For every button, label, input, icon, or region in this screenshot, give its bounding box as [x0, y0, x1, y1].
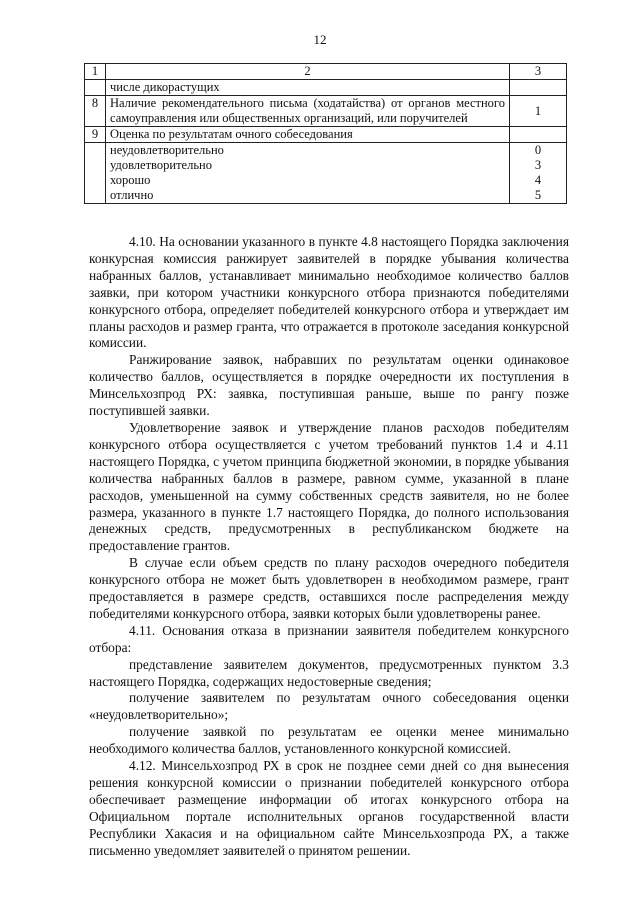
table-cell-num: 9 [85, 127, 106, 143]
header-col-2: 2 [106, 64, 510, 80]
document-body [89, 234, 569, 860]
header-col-3: 3 [510, 64, 567, 80]
table-row-8 [85, 96, 567, 127]
refusal-reason-3: получение заявкой по результатам ее оценки менее минимально необходимого количества баллов, установленного конкурсной комиссией. [89, 724, 569, 757]
score-unsatisfactory: 0 [534, 143, 542, 157]
score-satisfactory: 3 [534, 158, 542, 172]
paragraph-4-12: 4.12. Минсельхозпрод РХ в срок не позднее семи дней со дня вынесения решения конкурсной комиссии о признании победителей конкурсного отбора обеспечивает размещение информации об итогах конкурсного отбора на Официальном портале исполнительных органов государственной власти Республики Хакасия и на официальном сайте Минсельхозпрода РХ, а также письменно уведомляет заявителей о принятом решении. [89, 758, 569, 858]
score-excellent: 5 [534, 188, 542, 202]
table-cell-option-scores [510, 143, 567, 204]
refusal-reason-1: представление заявителем документов, предусмотренных пунктом 3.3 настоящего Порядка, содержащих недостоверные сведения; [89, 656, 569, 689]
refusal-reason-2: получение заявителем по результатам очного собеседования оценки «неудовлетворительно»; [89, 690, 569, 723]
table-row-9 [85, 127, 567, 143]
table-cell-score: 1 [510, 96, 567, 127]
page-number: 12 [313, 32, 327, 47]
table-cell-num [85, 80, 106, 96]
option-excellent: отлично [110, 188, 154, 202]
table-row-continuation [85, 80, 567, 96]
paragraph-satisfaction: Удовлетворение заявок и утверждение планов расходов победителям конкурсного отбора осуществляется с учетом требований пунктов 1.4 и 4.11 настоящего Порядка, с учетом принципа бюджетной экономии, в порядке убывания количества набранных баллов в размере, равном сумме, указанной в плане расходов, уменьшенной на сумму собственных средств заявителя, но не более размера, указанного в пункте 1.7 настоящего Порядка, до полного использования денежных средств, предусмотренных в республиканском бюджете на предоставление грантов. [89, 419, 569, 554]
header-col-1: 1 [85, 64, 106, 80]
table-cell-criterion: Оценка по результатам очного собеседования [106, 127, 510, 143]
option-unsatisfactory: неудовлетворительно [110, 143, 224, 157]
table-cell-score [510, 80, 567, 96]
paragraph-4-11: 4.11. Основания отказа в признании заявителя победителем конкурсного отбора: [89, 622, 569, 655]
table-row-9-options [85, 143, 567, 204]
option-satisfactory: удовлетворительно [110, 158, 212, 172]
table-cell-criterion: числе дикорастущих [106, 80, 510, 96]
table-header-row [85, 64, 567, 80]
table-cell-num: 8 [85, 96, 106, 127]
score-good: 4 [534, 173, 542, 187]
paragraph-4-10: 4.10. На основании указанного в пункте 4.8 настоящего Порядка заключения конкурсная комиссия ранжирует заявителей в порядке убывания количества набранных баллов, устанавливает минимально необходимое количество баллов заявки, при котором участники конкурсного отбора признаются победителями конкурсного отбора, определяет победителей конкурсного отбора и утверждает им планы расходов и размер гранта, что отражается в протоколе заседания конкурсной комиссии. [89, 234, 569, 351]
criteria-table [84, 63, 567, 204]
table-cell-num [85, 143, 106, 204]
table-cell-criterion: Наличие рекомендательного письма (ходатайства) от органов местного самоуправления или общественных организаций, или поручителей [106, 96, 510, 127]
table-cell-options [106, 143, 510, 204]
option-good: хорошо [110, 173, 151, 187]
paragraph-ranking: Ранжирование заявок, набравших по результатам оценки одинаковое количество баллов, осуществляется в порядке очередности их поступления в Минсельхозпрод РХ: заявка, поступившая раньше, выше по рангу позже поступившей заявки. [89, 352, 569, 419]
table-cell-score [510, 127, 567, 143]
paragraph-insufficient-funds: В случае если объем средств по плану расходов очередного победителя конкурсного отбора не может быть удовлетворен в необходимом размере, грант предоставляется в размере средств, оставшихся после распределения между победителями конкурсного отбора, заявки которых были удовлетворены ранее. [89, 555, 569, 621]
